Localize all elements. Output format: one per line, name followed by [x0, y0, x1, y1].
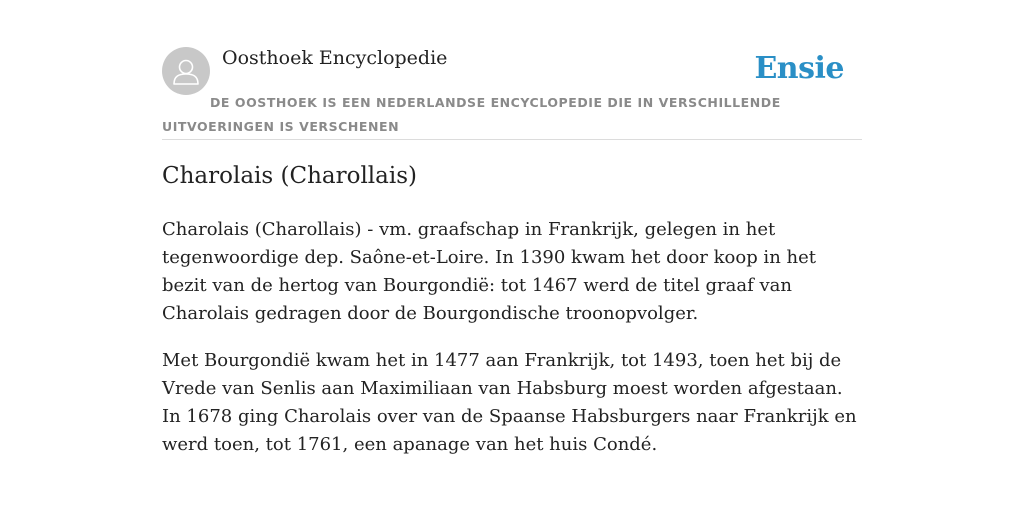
tagline: DE OOSTHOEK IS EEN NEDERLANDSE ENCYCLOPEDIE DIE IN VERSCHILLENDE UITVOERINGEN IS VERSCHENEN [162, 95, 781, 134]
article-title: Charolais (Charollais) [162, 163, 417, 189]
header [162, 45, 862, 140]
article-paragraph: Met Bourgondië kwam het in 1477 aan Frankrijk, tot 1493, toen het bij de Vrede van Senlis aan Maximiliaan van Habsburg moest worden afgestaan. In 1678 ging Charolais over van de Spaanse Habsburgers naar Frankrijk en werd toen, tot 1761, een apanage van het huis Condé. [162, 350, 857, 455]
user-avatar-icon [162, 47, 210, 95]
avatar[interactable] [162, 47, 210, 95]
article-paragraph: Charolais (Charollais) - vm. graafschap in Frankrijk, gelegen in het tegenwoordige dep. Saône-et-Loire. In 1390 kwam het door koop in het bezit van de hertog van Bourgondië: tot 1467 werd de titel graaf van Charolais gedragen door de Bourgondische troonopvolger. [162, 219, 816, 324]
article-body [162, 216, 862, 478]
brand-logo[interactable]: Ensie [754, 51, 844, 86]
author-name[interactable]: Oosthoek Encyclopedie [222, 47, 448, 69]
